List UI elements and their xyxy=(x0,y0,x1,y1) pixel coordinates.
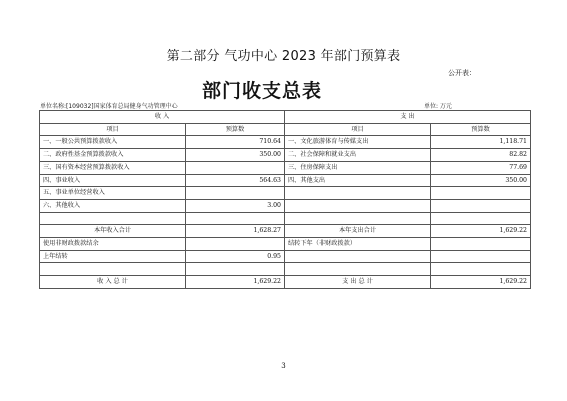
income-item-cell: 三、国有资本经营预算拨款收入 xyxy=(40,161,186,174)
expense-budget-cell xyxy=(431,238,531,251)
unit-measure: 单位: 万元 xyxy=(424,103,452,110)
table-row xyxy=(40,174,531,187)
income-item-cell: 六、其他收入 xyxy=(40,199,186,212)
table-row xyxy=(40,238,531,251)
income-item-cell: 一、一般公共预算拨款收入 xyxy=(40,136,186,149)
expense-item-cell: 二、社会保障和就业支出 xyxy=(285,149,431,162)
income-budget-cell xyxy=(186,187,285,200)
table-row xyxy=(40,187,531,200)
expense-item-cell xyxy=(285,187,431,200)
expense-item-cell xyxy=(285,212,431,225)
table-row xyxy=(40,263,531,276)
expense-item-cell: 四、其他支出 xyxy=(285,174,431,187)
expense-budget-cell xyxy=(431,250,531,263)
table-row xyxy=(40,276,531,289)
income-item-cell: 四、事业收入 xyxy=(40,174,186,187)
public-label: 公开表： xyxy=(448,69,476,77)
table-section-header xyxy=(40,111,531,124)
income-budget-header: 预算数 xyxy=(186,123,285,136)
income-item-cell: 收 入 总 计 xyxy=(40,276,186,289)
income-item-cell: 二、政府性基金预算拨款收入 xyxy=(40,149,186,162)
income-budget-cell xyxy=(186,161,285,174)
expense-budget-cell: 1,118.71 xyxy=(431,136,531,149)
expense-budget-cell xyxy=(431,187,531,200)
table-row xyxy=(40,212,531,225)
income-item-header: 项目 xyxy=(40,123,186,136)
unit-name: 单位名称:[109032]国家体育总局健身气功管理中心 xyxy=(40,103,178,110)
expense-item-cell: 本年支出合计 xyxy=(285,225,431,238)
income-header: 收 入 xyxy=(40,111,285,124)
expense-item-header: 项目 xyxy=(285,123,431,136)
expense-item-cell xyxy=(285,263,431,276)
income-item-cell xyxy=(40,263,186,276)
section-title: 第二部分 气功中心 2023 年部门预算表 xyxy=(166,49,401,64)
table-row xyxy=(40,225,531,238)
expense-item-cell: 三、住房保障支出 xyxy=(285,161,431,174)
expense-budget-cell xyxy=(431,199,531,212)
expense-budget-cell: 82.82 xyxy=(431,149,531,162)
table-column-header xyxy=(40,123,531,136)
income-budget-cell: 1,628.27 xyxy=(186,225,285,238)
expense-item-cell: 一、文化旅游体育与传媒支出 xyxy=(285,136,431,149)
income-item-cell: 上年结转 xyxy=(40,250,186,263)
income-budget-cell xyxy=(186,263,285,276)
income-budget-cell xyxy=(186,238,285,251)
income-item-cell: 五、事业单位经营收入 xyxy=(40,187,186,200)
income-budget-cell: 350.00 xyxy=(186,149,285,162)
expense-budget-cell: 1,629.22 xyxy=(431,225,531,238)
table-row xyxy=(40,136,531,149)
expense-item-cell xyxy=(285,199,431,212)
table-row xyxy=(40,161,531,174)
table-title: 部门收支总表 xyxy=(202,80,323,102)
income-item-cell: 本年收入合计 xyxy=(40,225,186,238)
table-row xyxy=(40,149,531,162)
income-item-cell: 使用非财政拨款结余 xyxy=(40,238,186,251)
income-budget-cell: 564.63 xyxy=(186,174,285,187)
income-budget-cell: 710.64 xyxy=(186,136,285,149)
expense-budget-cell: 77.69 xyxy=(431,161,531,174)
expense-budget-cell xyxy=(431,263,531,276)
expense-item-cell: 结转下年（非财政拨款） xyxy=(285,238,431,251)
income-budget-cell: 1,629.22 xyxy=(186,276,285,289)
income-item-cell xyxy=(40,212,186,225)
income-budget-cell xyxy=(186,212,285,225)
expense-header: 支 出 xyxy=(285,111,531,124)
income-budget-cell: 3.00 xyxy=(186,199,285,212)
expense-item-cell xyxy=(285,250,431,263)
page-number: 3 xyxy=(281,362,286,370)
expense-budget-header: 预算数 xyxy=(431,123,531,136)
expense-budget-cell: 350.00 xyxy=(431,174,531,187)
expense-budget-cell xyxy=(431,212,531,225)
table-row xyxy=(40,250,531,263)
revenue-expenditure-table xyxy=(39,110,531,289)
expense-item-cell: 支 出 总 计 xyxy=(285,276,431,289)
expense-budget-cell: 1,629.22 xyxy=(431,276,531,289)
income-budget-cell: 0.95 xyxy=(186,250,285,263)
table-row xyxy=(40,199,531,212)
